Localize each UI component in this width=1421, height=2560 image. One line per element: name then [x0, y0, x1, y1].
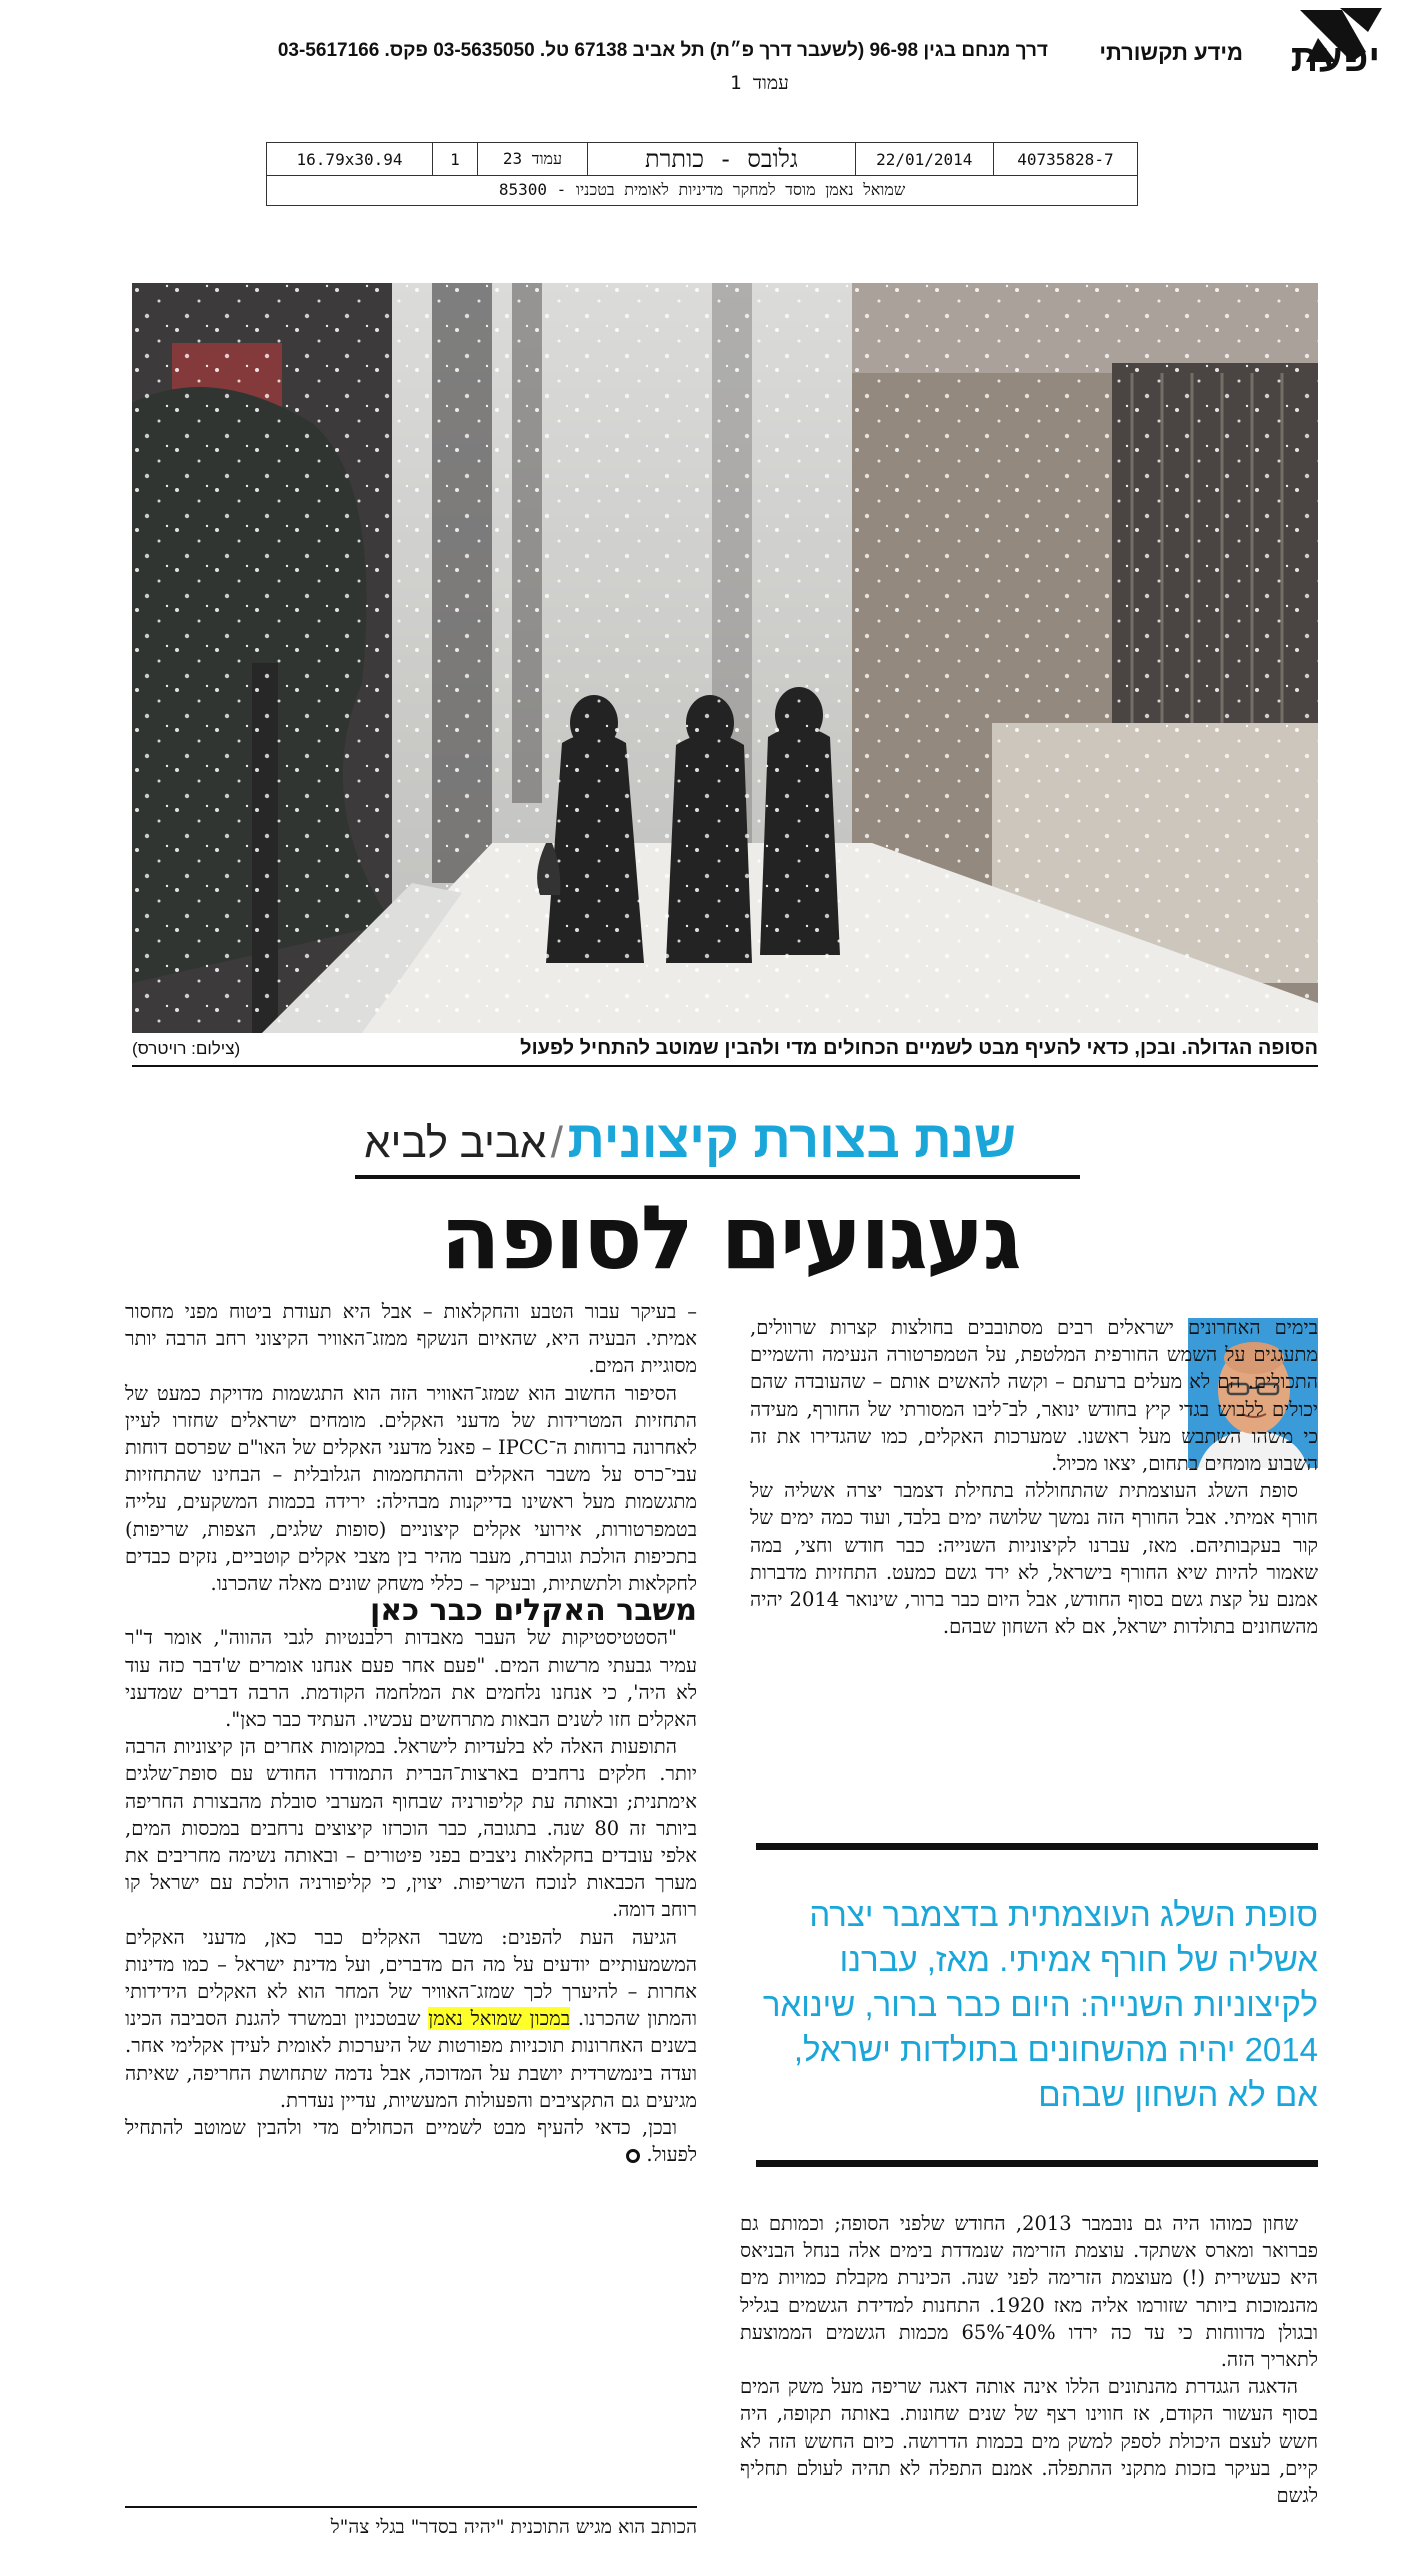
clip-metadata-box: [266, 142, 1138, 206]
snow-street-photo: [132, 283, 1318, 1033]
paragraph: בימים האחרונים ישראלים רבים מסתובבים בחולצות קצרות שרוולים, מתעגגים על השמש החורפית המלטפת, על הטמפרטורה הנעימה והשמיים התכולים. הם לא מעלים ברעתם – וקשה להאשים אותם – שהעובדה שהם יכולים ללבוש בגדי קיץ בחודש ינואר, לב־ליבו המסורתי של החורף, מעידה כי משהו השתבש מעל ראשנו. שמערכות האקלים, כמו שהגדירו את זה השבוע מומחים בתחום, יצאו מכיול.: [750, 1316, 1318, 1476]
paragraph: שחון כמוהו היה גם נובמבר 2013, החודש שלפני הסופה; וכמותם גם פברואר ומארס אשתקד. עוצמת הזרימה שנמדדת בימים אלה בנחל הבניאס היא כעשירית (!) מעוצמת הזרימה לפני שנה. הכינרת מקבלת כמויות מים מהנמוכות ביותר שזורמו אליה מאז 1920. התחנות למדידת הגשמים בגליל ובגולן מדווחות כי עד כה ירדו 40%־65% מכמות הגשמים הממוצעת לתאריך הזה.: [740, 2212, 1318, 2372]
count-value: 1: [432, 143, 477, 175]
highlighted-institute: במכון שמואל נאמן: [428, 2007, 571, 2031]
paragraph: "הסטטיסטיקות של העבר מאבדות רלבנטיות לגבי ההווה", אומר ד"ר עמיר גבעתי מרשות המים. "פעם אחר פעם אנחנו אומרים ש'דבר כזה עוד לא היה', כי אנחנו נלחמים את המלחמה הקודמת. הרבה דברים שמדעני האקלים חזו לשנים הבאות מתרחשים עכשיו. העתיד כבר כאן".: [125, 1626, 697, 1732]
page-label: עמוד 1: [730, 72, 789, 94]
footnote-rule: [125, 2506, 697, 2508]
closing-text: ובכן, כדאי להעיף מבט לשמיים הכחולים מדי ולהבין שמוטב להתחיל לפעול.: [125, 2116, 697, 2167]
kicker-rule: [355, 1175, 1080, 1179]
author-name: אביב לביא: [364, 1119, 547, 1166]
clip-date: 22/01/2014: [855, 143, 993, 175]
paragraph: – בעיקר עבור הטבע והחקלאות – אבל היא תעודת ביטוח מפני מחסור אמיתי. הבעיה היא, שהאיום הנשקף ממזג־האוויר הקיצוני רחב הרבה יותר מסוגיית המים.: [125, 1300, 697, 1378]
page-number: עמוד 23: [477, 143, 587, 175]
article-right-column: [750, 1314, 1318, 1640]
paragraph: [125, 1924, 697, 2114]
dimensions: 16.79x30.94: [296, 149, 403, 169]
kicker-separator: /: [550, 1118, 564, 1167]
headline: געגועים לסופה: [440, 1186, 1020, 1289]
paragraph: [125, 2114, 697, 2168]
article-right-column-lower: [740, 2210, 1318, 2509]
paragraph: הסיפור החשוב הוא שמזג־האוויר הזה הוא התגשמות מדויקת כמעט של התחזיות המטרידות של מדעני האקלים. מומחים ישראלים שחזרו לעיין לאחרונה ברוחות ה־IPCC – פאנל מדעני האקלים של האו"ם שפרסם דוחות עבי־כרס על משבר האקלים וההתחממות הגלובלית – הבחינו שהתחזיות מתגשמות מעל ראשינו בדייקנות מבהילה: ירידה בכמות המשקעים, עלייה בטמפרטורות, אירועי אקלים קיצוניים (סופות שלגים, הצפות, שריפות) בתכיפות הולכת וגוברת, מעבר מהיר בין מצבי אקלים קוטביים, נזקים כבדים לחקלאות ולתשתיות, ובעיקר – כללי משחק שונים מאלה שהכרנו.: [125, 1381, 697, 1596]
address-line: דרך מנחם בגין 96-98 (לשעבר דרך פ״ת) תל אביב 67138 טל. 03-5635050 פקס. 03-5617166: [277, 40, 1048, 61]
paragraph-text: הגיעה העת להפנים: משבר האקלים כבר כאן, מדעני האקלים המשמעותיים יודעים על מה הם מדברים, ועל מדינת ישראל – כמו מדינות אחרות – להיערך לכך שמזג־האוויר של המחר הוא לא האקלים הידידותי והמתון שהכרנו.: [125, 1925, 698, 2031]
end-mark-icon: [626, 2149, 640, 2163]
kicker-title: שנת בצורת קיצונית: [567, 1111, 1016, 1169]
article-left-column: [125, 1298, 697, 2169]
paragraph: הדאגה הגגדרת מהנתונים הללו אינה אותה דאגה שריפה מעל משק המים בסוף העשור הקודם, אז חווינו רצף של שנים שחונות. באותה תקופה, היה חשש לעצם היכולת לספק למשק מים בכמות הדרושה. כיום החשש הזה לא קיים, בעיקר בזכות מתקני ההתפלה. אמנם התפלה לא תהיה לעולם תחליף לגשם: [740, 2375, 1318, 2508]
photo-caption: הסופה הגדולה. ובכן, כדאי להעיף מבט לשמיים הכחולים מדי ולהבין שמוטב להתחיל לפעול: [520, 1037, 1318, 1059]
photo-credit: (צילום: רויטרס): [132, 1039, 241, 1058]
paragraph: התופעות האלה לא בלעדיות לישראל. במקומות אחרים הן קיצוניות הרבה יותר. חלקים נרחבים בארצות־הברית התמודדו החודש עם סופת־שלגים אימתנית; ובאותה עת קליפורניה שבחוף המערבי סובלת מהבצורת החריפה ביותר זה 80 שנה. בתגובה, כבר הוכרזו קיצוצים נרחבים במכסות המים, אלפי עובדים בחקלאות ניצבים בפני פיטורים – ובאותה נשימה מחריבים את מערך הכבאות לנוכח השריפות. יצוין, כי קליפורניה הולכת עם ישראל קו רוחב דומה.: [125, 1735, 697, 1922]
photo-caption-bar: [132, 1035, 1318, 1067]
clip-id: 40735828-7: [993, 143, 1137, 175]
pull-quote: סופת השלג העוצמתית בדצמבר יצרה אשליה של חורף אמיתי. מאז, עברנו לקיצוניות השנייה: היום כבר ברור, שינואר 2014 יהיה מהשחונים בתולדות ישראל, אם לא השחון שבהם: [762, 1896, 1318, 2113]
brand-tagline: מידע תקשורתי: [1099, 40, 1243, 65]
pull-quote-rule-bottom: [756, 2160, 1318, 2167]
client-line: שמואל נאמן מוסד למחקר מדיניות לאומית בטכניו - 85300: [498, 180, 906, 199]
author-footnote: הכותב הוא מגיש התוכנית "יהיה בסדר" בגלי צה"ל: [330, 2516, 697, 2538]
paragraph-text: שבטכניון ובמשרד להגנת הסביבה הכינו בשנים האחרונות תוכניות מפורטות של היערכות לאומית לעידן אקלימי אחר. ועדה בינמשרדית יושבת על המדוכה, אבל נדמה שתחושת החריפה, שאיתה מגיעים גם התקציבים והפעולות המעשיות, עדיין נעדרת.: [125, 2007, 697, 2112]
paragraph: סופת השלג העוצמתית שהתחוללה בתחילת דצמבר יצרה אשליה של חורף אמיתי. אבל החורף הזה נמשך שלושה ימים בלבד, ועוד כמה ימים של קור בעקבותיהם. מאז, עברנו לקיצוניות השנייה: כבר חודש וחצי, במה שאמור להיות שיא החורף בישראל, לא ירד גשם כמעט. התחזיות מדברות אמנם על קצת גשם בסוף החודש, אבל היום כבר ברור, שינואר 2014 יהיה מהשחונים בתולדות ישראל, אם לא השחון שבהם.: [750, 1479, 1318, 1639]
pull-quote-rule-top: [756, 1843, 1318, 1850]
brand-name: יפעת: [1290, 38, 1381, 80]
subheading: משבר האקלים כבר כאן: [369, 1593, 697, 1629]
publication-name: גלובס - כותרת: [587, 143, 854, 175]
article-kicker: [300, 1110, 1080, 1170]
